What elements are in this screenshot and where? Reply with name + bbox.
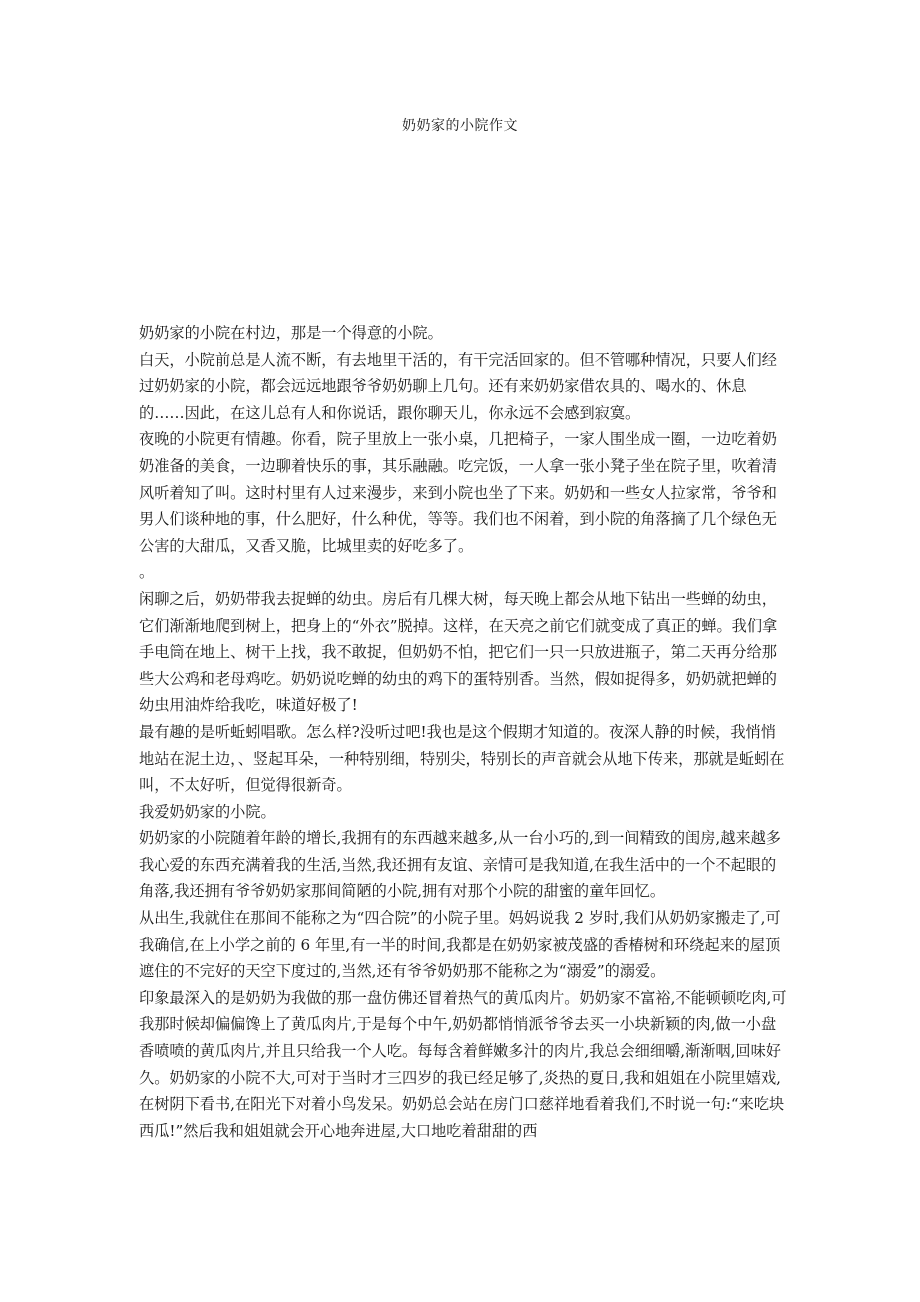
paragraph: 。: [139, 563, 155, 582]
paragraph: 白天，小院前总是人流不断，有去地里干活的，有干完活回家的。但不管哪种情况，只要人们经过奶奶家的小院，都会远远地跟爷爷奶奶聊上几句。还有来奶奶家借农具的、喝水的、休息的……因此，在这儿总有人和你说话，跟你聊天儿，你永远不会感到寂寞。: [139, 350, 777, 422]
document-title: 奶奶家的小院作文: [402, 118, 518, 134]
paragraph: 印象最深入的是奶奶为我做的那一盘仿佛还冒着热气的黄瓜肉片。奶奶家不富裕,不能顿顿吃肉,可我那时候却偏偏馋上了黄瓜肉片,于是每个中午,奶奶都悄悄派爷爷去买一小块新颖的肉,做一小盘香喷喷的黄瓜肉片,并且只给我一个人吃。每每含着鲜嫩多汁的肉片,我总会细细嚼,渐渐咽,回味好久。奶奶家的小院不大,可对于当时才三四岁的我已经足够了,炎热的夏日,我和姐姐在小院里嬉戏,在树阴下看书,在阳光下对着小鸟发呆。奶奶总会站在房门口慈祥地看着我们,不时说一句:“来吃块西瓜!”然后我和姐姐就会开心地奔进屋,大口地吃着甜甜的西: [139, 988, 787, 1140]
paragraph: 闲聊之后，奶奶带我去捉蝉的幼虫。房后有几棵大树，每天晚上都会从地下钻出一些蝉的幼虫，它们渐渐地爬到树上，把身上的“外衣”脱掉。这样，在天亮之前它们就变成了真正的蝉。我们拿手电筒在地上、树干上找，我不敢捉，但奶奶不怕，把它们一只一只放进瓶子，第二天再分给那些大公鸡和老母鸡吃。奶奶说吃蝉的幼虫的鸡下的蛋特别香。当然，假如捉得多，奶奶就把蝉的幼虫用油炸给我吃，味道好极了!: [139, 589, 778, 715]
paragraph: 从出生,我就住在那间不能称之为“四合院”的小院子里。妈妈说我 2 岁时,我们从奶奶家搬走了,可我确信,在上小学之前的 6 年里,有一半的时间,我都是在奶奶家被茂盛的香椿树和环绕起来的屋顶遮住的不完好的天空下度过的,当然,还有爷爷奶奶那不能称之为“溺爱”的溺爱。: [139, 909, 781, 981]
paragraph: 我爱奶奶家的小院。: [139, 802, 276, 821]
paragraph: 奶奶家的小院随着年龄的增长,我拥有的东西越来越多,从一台小巧的,到一间精致的闺房,越来越多我心爱的东西充满着我的生活,当然,我还拥有友谊、亲情可是我知道,在我生活中的一个不起眼的角落,我还拥有爷爷奶奶家那间简陋的小院,拥有对那个小院的甜蜜的童年回忆。: [139, 829, 781, 901]
paragraph: 奶奶家的小院在村边，那是一个得意的小院。: [139, 324, 443, 342]
document-body: [139, 320, 787, 1144]
paragraph: 夜晚的小院更有情趣。你看，院子里放上一张小桌，几把椅子，一家人围坐成一圈，一边吃着奶奶准备的美食，一边聊着快乐的事，其乐融融。吃完饭，一人拿一张小凳子坐在院子里，吹着清风听着知了叫。这时村里有人过来漫步，来到小院也坐了下来。奶奶和一些女人拉家常，爷爷和男人们谈种地的事，什么肥好，什么种优，等等。我们也不闲着，到小院的角落摘了几个绿色无公害的大甜瓜，又香又脆，比城里卖的好吃多了。: [139, 430, 777, 555]
paragraph: 最有趣的是听蚯蚓唱歌。怎么样?没听过吧!我也是这个假期才知道的。夜深人静的时候，我悄悄地站在泥土边，、竖起耳朵，一种特别细，特别尖，特别长的声音就会从地下传来，那就是蚯蚓在叫，不太好听，但觉得很新奇。: [139, 722, 785, 795]
